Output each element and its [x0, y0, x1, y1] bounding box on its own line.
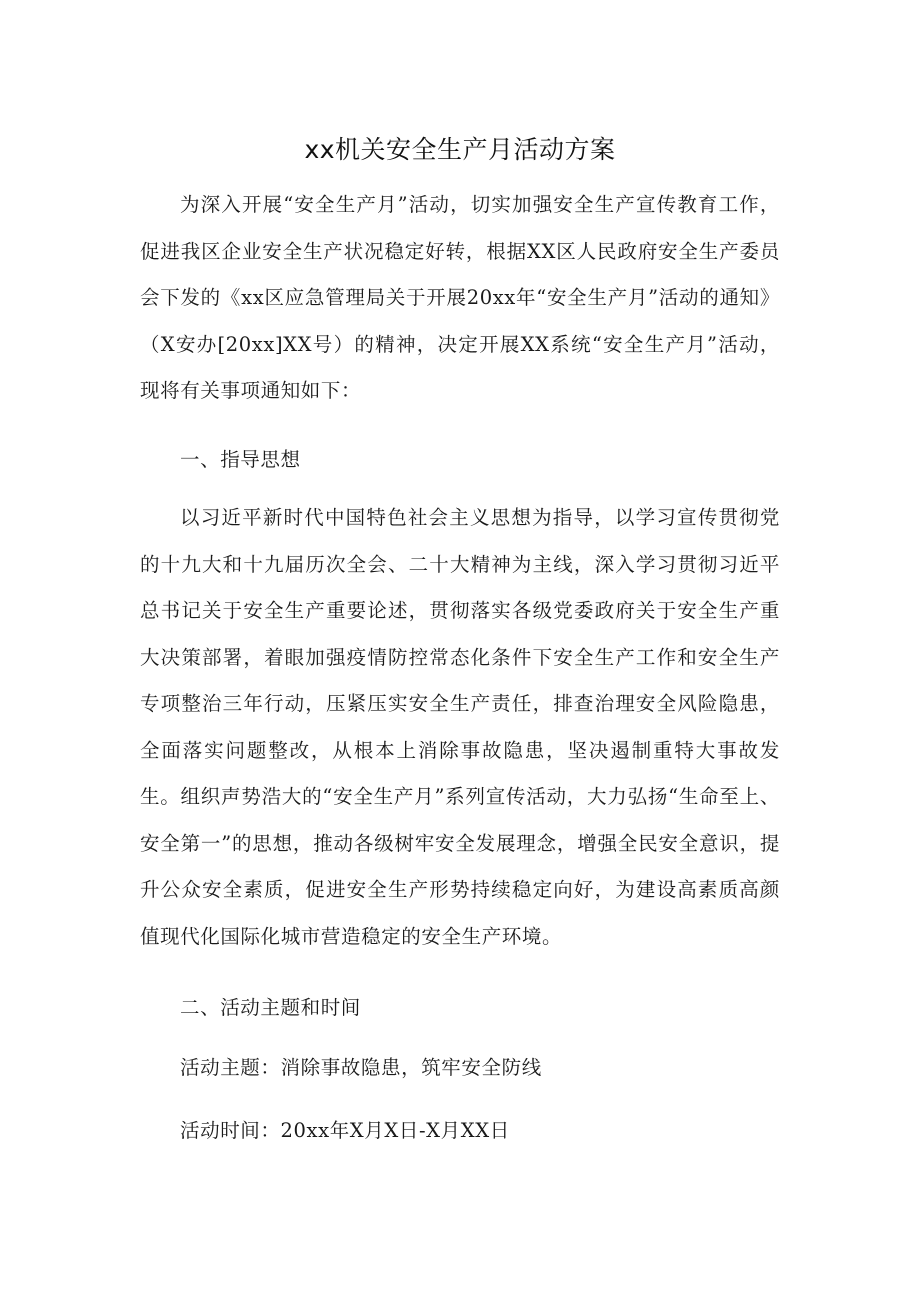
activity-time-line: 活动时间：20xx年X月X日-X月XX日	[180, 1119, 510, 1142]
section-heading-guiding-ideology: 一、指导思想	[180, 448, 301, 471]
document-title: xx机关安全生产月活动方案	[304, 135, 616, 164]
section-heading-theme-and-time: 二、活动主题和时间	[180, 996, 361, 1019]
intro-paragraph: 为深入开展“安全生产月”活动，切实加强安全生产宣传教育工作，促进我区企业安全生产状况稳定好转，根据XX区人民政府安全生产委员会下发的《xx区应急管理局关于开展20xx年“安全生产月”活动的通知》（X安办[20xx]XX号）的精神，决定开展XX系统“安全生产月”活动，现将有关事项通知如下：	[140, 193, 780, 402]
guiding-ideology-paragraph: 以习近平新时代中国特色社会主义思想为指导，以学习宣传贯彻党的十九大和十九届历次全会、二十大精神为主线，深入学习贯彻习近平总书记关于安全生产重要论述，贯彻落实各级党委政府关于安全生产重大决策部署，着眼加强疫情防控常态化条件下安全生产工作和安全生产专项整治三年行动，压紧压实安全生产责任，排查治理安全风险隐患，全面落实问题整改，从根本上消除事故隐患，坚决遏制重特大事故发生。组织声势浩大的“安全生产月”系列宣传活动，大力弘扬“生命至上、安全第一”的思想，推动各级树牢安全发展理念，增强全民安全意识，提升公众安全素质，促进安全生产形势持续稳定向好，为建设高素质高颜值现代化国际化城市营造稳定的安全生产环境。	[140, 506, 780, 948]
activity-theme-line: 活动主题：消除事故隐患，筑牢安全防线	[180, 1056, 542, 1079]
